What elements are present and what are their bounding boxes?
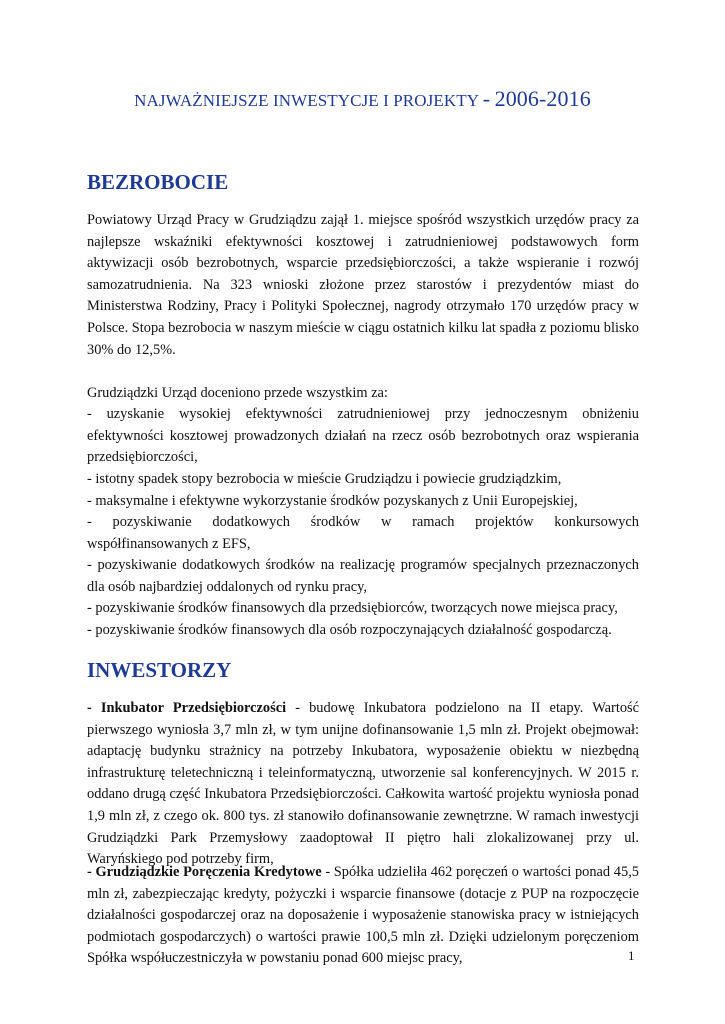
unemployment-list-intro: Grudziądzki Urząd doceniono przede wszystkim za:: [87, 385, 388, 401]
document-title-years: 2006-2016: [494, 86, 591, 111]
section-heading-investors: INWESTORZY: [87, 658, 232, 682]
section-heading-unemployment: BEZROBOCIE: [87, 170, 229, 194]
document-title: [0, 86, 725, 112]
guarantees-text: - Spółka udzieliła 462 poręczeń o wartości ponad 45,5 mln zł, zabezpieczając kredyty, pożyczki i wsparcie finansowe (dotacje z PUP na rozpoczęcie działalności gospodarczej oraz na doposażenie i wyposażenie stanowiska pracy w istniejących podmiotach gospodarczych) o wartości prawie 100,5 mln zł. Dzięki udzielonym poręczeniom Spółka współuczestniczyła w powstaniu ponad 600 miejsc pracy,: [87, 864, 639, 967]
unemployment-intro-paragraph: Powiatowy Urząd Pracy w Grudziądzu zajął 1. miejsce spośród wszystkich urzędów pracy za najlepsze wskaźniki efektywności kosztowej i zatrudnieniowej podstawowych form aktywizacji osób bezrobotnych, wsparcie przedsiębiorczości, a także wspieranie i rozwój samozatrudnienia. Na 323 wnioski złożone przez starostów i prezydentów miast do Ministerstwa Rodziny, Pracy i Polityki Społecznej, nagrody otrzymało 170 urzędów pracy w Polsce. Stopa bezrobocia w naszym mieście w ciągu ostatnich kilku lat spadła z poziomu blisko 30% do 12,5%.: [87, 212, 639, 358]
unemployment-list-item: - istotny spadek stopy bezrobocia w mieście Grudziądzu i powiecie grudziądzkim,: [87, 471, 562, 487]
unemployment-list-item: - pozyskiwanie dodatkowych środków w ramach projektów konkursowych współfinansowanych z EFS,: [87, 514, 639, 552]
unemployment-list-item: - pozyskiwanie środków finansowych dla osób rozpoczynających działalność gospodarczą.: [87, 622, 612, 638]
page-number: 1: [628, 948, 635, 963]
document-title-text: NAJWAŻNIEJSZE INWESTYCJE I PROJEKTY: [134, 91, 479, 110]
guarantees-label: - Grudziądzkie Poręczenia Kredytowe: [87, 864, 322, 880]
incubator-label: - Inkubator Przedsiębiorczości: [87, 700, 287, 716]
unemployment-list-item: - pozyskiwanie dodatkowych środków na realizację programów specjalnych przeznaczonych dla osób najbardziej oddalonych od rynku pracy,: [87, 557, 639, 595]
document-title-separator: -: [482, 86, 491, 111]
guarantees-paragraph: [87, 862, 639, 970]
incubator-text: - budowę Inkubatora podzielono na II etapy. Wartość pierwszego wyniosła 3,7 mln zł, w tym unijne dofinansowanie 1,5 mln zł. Projekt obejmował: adaptację budynku strażnicy na potrzeby Inkubatora, wyposażenie obiektu w niezbędną infrastrukturę teletechniczną i teleinformatyczną, utworzenie sal konferencyjnych. W 2015 r. oddano drugą część Inkubatora Przedsiębiorczości. Całkowita wartość projektu wyniosła ponad 1,9 mln zł, z czego ok. 800 tys. zł stanowiło dofinansowanie zewnętrzne. W ramach inwestycji Grudziądzki Park Przemysłowy zaadoptował II piętro hali zlokalizowanej przy ul. Waryńskiego pod potrzeby firm,: [87, 700, 639, 868]
unemployment-list-item: - pozyskiwanie środków finansowych dla przedsiębiorców, tworzących nowe miejsca pracy,: [87, 600, 618, 616]
unemployment-list-item: - maksymalne i efektywne wykorzystanie środków pozyskanych z Unii Europejskiej,: [87, 493, 578, 509]
incubator-paragraph: [87, 698, 639, 871]
unemployment-list-item: - uzyskanie wysokiej efektywności zatrudnieniowej przy jednoczesnym obniżeniu efektywności kosztowej prowadzonych działań na rzecz osób bezrobotnych oraz wspierania przedsiębiorczości,: [87, 406, 639, 466]
